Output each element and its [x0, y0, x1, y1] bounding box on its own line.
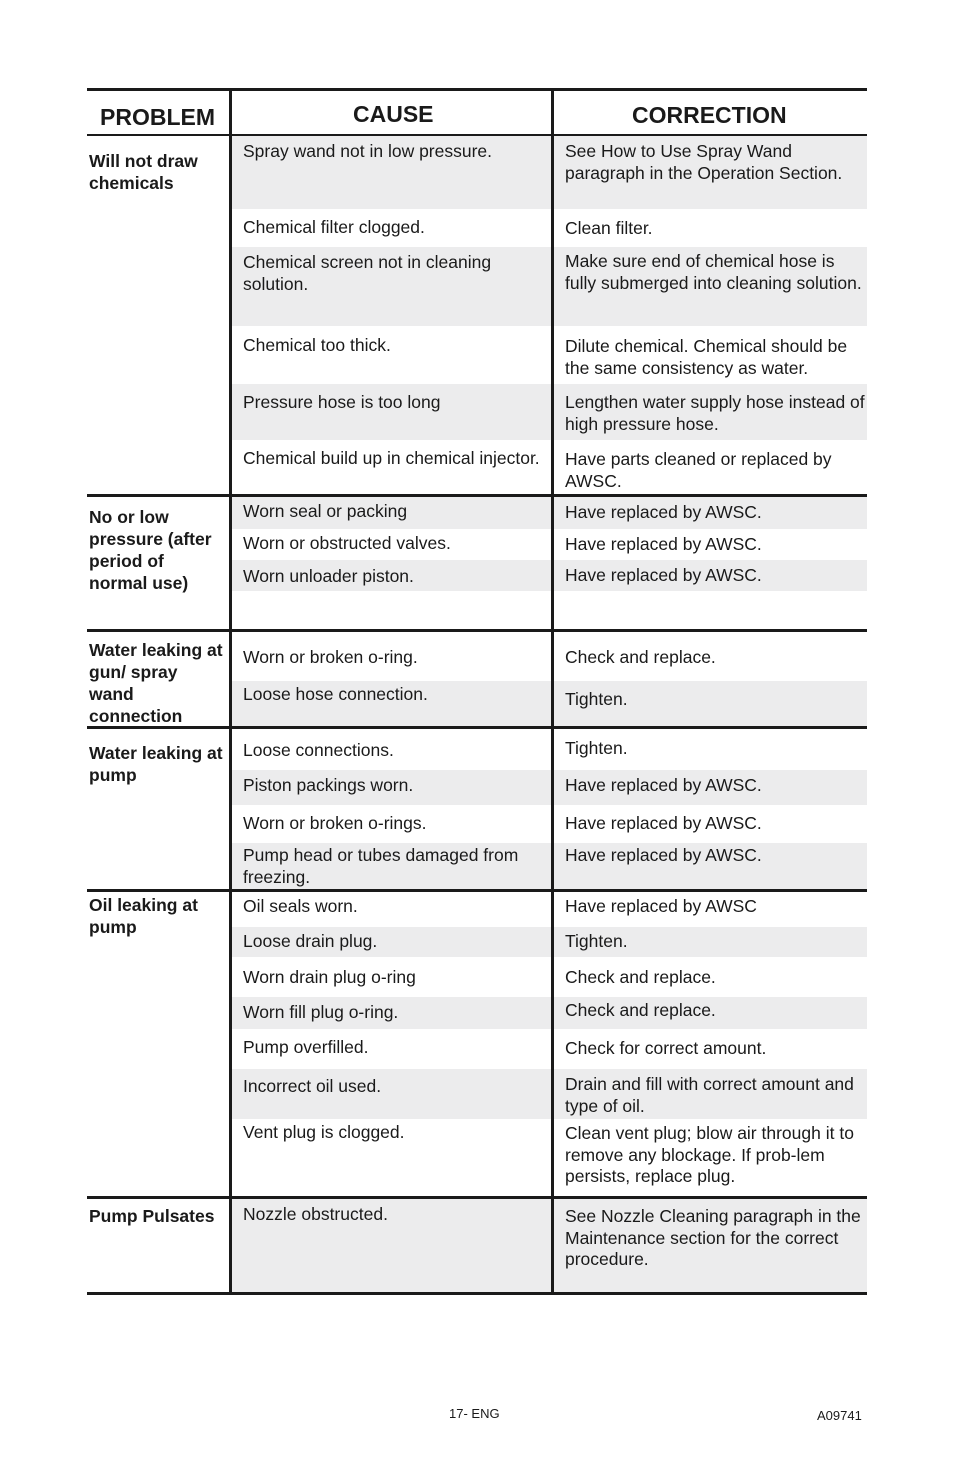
problem-cell: Oil leaking at pump	[89, 895, 198, 937]
correction-cell: Check for correct amount.	[565, 1038, 767, 1058]
cause-cell: Loose drain plug.	[243, 931, 378, 951]
correction-cell: Have replaced by AWSC.	[565, 845, 762, 865]
cause-cell: Loose connections.	[243, 740, 394, 760]
correction-cell: Make sure end of chemical hose is fully submerged into cleaning solution.	[565, 251, 862, 293]
doc-code: A09741	[817, 1408, 862, 1423]
problem-header: PROBLEM	[100, 104, 215, 130]
correction-cell: Clean filter.	[565, 218, 653, 238]
correction-cell: Drain and fill with correct amount and type of oil.	[565, 1074, 854, 1116]
cause-header: CAUSE	[353, 101, 434, 127]
correction-cell: Clean vent plug; blow air through it to remove any blockage. If prob-lem persists, replace plug.	[565, 1123, 854, 1186]
cause-cell: Oil seals worn.	[243, 896, 358, 916]
table-top-rule	[87, 88, 867, 91]
cause-cell: Piston packings worn.	[243, 775, 414, 795]
header-rule	[87, 134, 867, 136]
correction-cell: See Nozzle Cleaning paragraph in the Maintenance section for the correct procedure.	[565, 1206, 861, 1269]
group-rule	[87, 889, 867, 892]
cause-cell: Worn or broken o-ring.	[243, 647, 418, 667]
cause-cell: Chemical screen not in cleaning solution.	[243, 252, 492, 294]
correction-cell: Lengthen water supply hose instead of high pressure hose.	[565, 392, 865, 434]
group-rule	[87, 629, 867, 632]
cause-cell: Worn fill plug o-ring.	[243, 1002, 399, 1022]
correction-header: CORRECTION	[632, 102, 787, 128]
col-rule-2	[551, 88, 554, 1295]
group-rule	[87, 494, 867, 497]
correction-cell: Check and replace.	[565, 647, 716, 667]
cause-cell: Pump head or tubes damaged from freezing.	[243, 845, 519, 887]
correction-cell: Have parts cleaned or replaced by AWSC.	[565, 449, 832, 491]
cause-cell: Pump overfilled.	[243, 1037, 369, 1057]
cause-cell: Nozzle obstructed.	[243, 1204, 388, 1224]
problem-cell: Water leaking at pump	[89, 743, 223, 785]
cause-cell: Chemical filter clogged.	[243, 217, 425, 237]
group-rule	[87, 726, 867, 729]
cause-cell: Spray wand not in low pressure.	[243, 141, 493, 161]
problem-cell: Pump Pulsates	[89, 1206, 215, 1226]
correction-cell: Tighten.	[565, 931, 628, 951]
cause-cell: Chemical too thick.	[243, 335, 391, 355]
problem-cell: Will not draw chemicals	[89, 151, 198, 193]
correction-cell: Have replaced by AWSC.	[565, 775, 762, 795]
correction-cell: Have replaced by AWSC	[565, 896, 757, 916]
correction-cell: Check and replace.	[565, 1000, 716, 1020]
cause-cell: Worn or obstructed valves.	[243, 533, 451, 553]
correction-cell: Have replaced by AWSC.	[565, 813, 762, 833]
correction-cell: See How to Use Spray Wand paragraph in the Operation Section.	[565, 141, 843, 183]
problem-cell: No or low pressure (after period of normal use)	[89, 507, 212, 593]
correction-cell: Check and replace.	[565, 967, 716, 987]
group-rule	[87, 1292, 867, 1295]
cause-cell: Incorrect oil used.	[243, 1076, 382, 1096]
page-number: 17- ENG	[449, 1406, 500, 1421]
correction-cell: Have replaced by AWSC.	[565, 565, 762, 585]
cause-cell: Pressure hose is too long	[243, 392, 441, 412]
correction-cell: Dilute chemical. Chemical should be the same consistency as water.	[565, 336, 848, 378]
correction-cell: Have replaced by AWSC.	[565, 502, 762, 522]
problem-cell: Water leaking at gun/ spray wand connection	[89, 640, 223, 726]
cause-cell: Worn seal or packing	[243, 501, 408, 521]
cause-cell: Chemical build up in chemical injector.	[243, 448, 540, 468]
cause-cell: Loose hose connection.	[243, 684, 428, 704]
group-rule	[87, 1196, 867, 1199]
col-rule-1	[229, 88, 232, 1295]
correction-cell: Have replaced by AWSC.	[565, 534, 762, 554]
correction-cell: Tighten.	[565, 738, 628, 758]
correction-cell: Tighten.	[565, 689, 628, 709]
cause-cell: Worn unloader piston.	[243, 566, 414, 586]
cause-cell: Worn drain plug o-ring	[243, 967, 416, 987]
cause-cell: Vent plug is clogged.	[243, 1122, 405, 1142]
cause-cell: Worn or broken o-rings.	[243, 813, 427, 833]
